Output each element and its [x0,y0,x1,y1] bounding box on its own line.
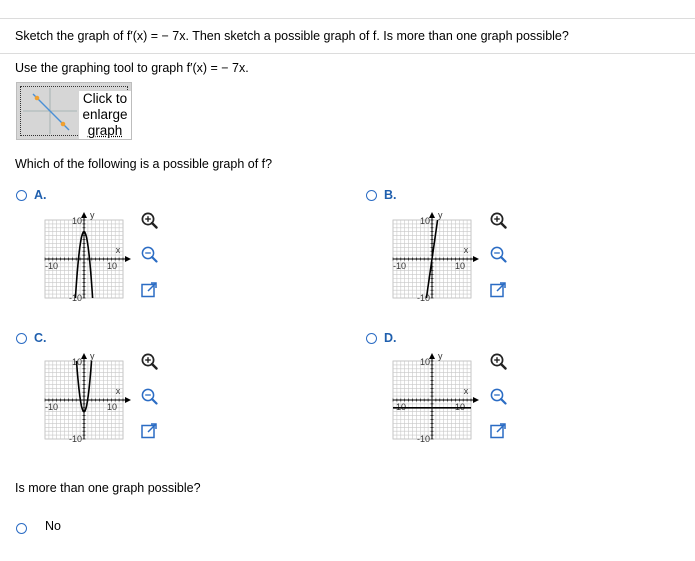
zoom-out-icon[interactable] [489,245,507,263]
option-a-radio[interactable] [16,190,27,201]
expand-graph-icon[interactable] [489,281,507,299]
option-d-radio[interactable] [366,333,377,344]
option-d-label[interactable]: D. [384,331,397,345]
enlarge-graph-frame [20,86,128,136]
x-max-label: 10 [454,402,465,412]
y-min-label: -10 [68,293,82,303]
x-axis-name: x [115,386,121,396]
x-max-label: 10 [454,261,465,271]
x-axis-arrow [125,256,131,262]
option-a-graph [36,211,132,308]
y-axis-name: y [438,211,443,220]
zoom-in-icon[interactable] [489,211,507,229]
option-c-radio[interactable] [16,333,27,344]
x-axis-arrow [125,397,131,403]
x-max-label: 10 [106,261,117,271]
x-axis-arrow [473,256,479,262]
subquestion-text: Which of the following is a possible graph of f? [15,157,273,171]
y-min-label: -10 [68,434,82,444]
y-max-label: 10 [419,216,430,226]
x-axis-name: x [463,386,469,396]
zoom-in-icon[interactable] [140,211,158,229]
option-b-radio[interactable] [366,190,377,201]
expand-graph-icon[interactable] [140,422,158,440]
option-b-label[interactable]: B. [384,188,397,202]
followup-question-text: Is more than one graph possible? [15,481,201,495]
zoom-out-icon[interactable] [140,245,158,263]
question-text: Sketch the graph of f′(x) = − 7x. Then sketch a possible graph of f. Is more than one graph possible? [15,29,569,43]
expand-graph-icon[interactable] [489,422,507,440]
question-divider [0,53,695,54]
x-min-label: -10 [45,261,59,271]
top-divider [0,18,695,19]
answer-no-radio[interactable] [16,523,27,534]
option-d-graph [384,352,480,449]
option-b-graph [384,211,480,308]
y-min-label: -10 [416,293,430,303]
x-min-label: -10 [393,261,407,271]
x-min-label: -10 [45,402,59,412]
y-axis-name: y [438,352,443,361]
y-axis-name: y [90,211,95,220]
y-max-label: 10 [71,357,82,367]
option-c-label[interactable]: C. [34,331,47,345]
graph-thumbnail-icon [23,88,77,134]
option-a-label[interactable]: A. [34,188,47,202]
zoom-out-icon[interactable] [489,387,507,405]
zoom-in-icon[interactable] [140,352,158,370]
answer-no-label[interactable]: No [45,519,61,533]
y-max-label: 10 [71,216,82,226]
y-max-label: 10 [419,357,430,367]
x-axis-arrow [473,397,479,403]
zoom-out-icon[interactable] [140,387,158,405]
zoom-in-icon[interactable] [489,352,507,370]
expand-graph-icon[interactable] [140,281,158,299]
y-axis-name: y [90,352,95,361]
enlarge-graph-label: Click to enlarge graph [79,91,131,139]
x-axis-name: x [115,245,121,255]
enlarge-graph-button[interactable] [16,82,132,140]
x-axis-name: x [463,245,469,255]
x-max-label: 10 [106,402,117,412]
y-min-label: -10 [416,434,430,444]
option-c-graph [36,352,132,449]
instruction-text: Use the graphing tool to graph f′(x) = − 7x. [15,61,249,75]
x-min-label: -10 [393,402,407,412]
